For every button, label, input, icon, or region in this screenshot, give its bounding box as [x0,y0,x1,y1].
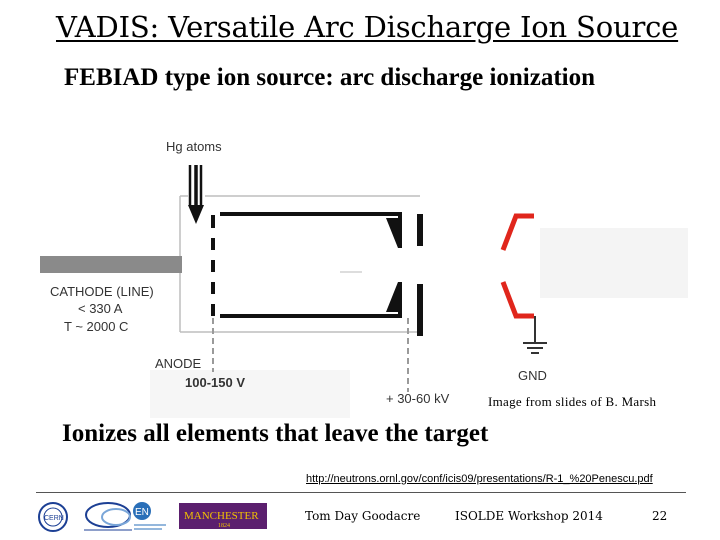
manchester-logo [179,503,267,529]
reference-link[interactable]: http://neutrons.ornl.gov/conf/icis09/presentations/R-1_%20Penescu.pdf [306,473,653,485]
cathode-line [40,256,182,273]
cathode-temperature-label: T ~ 2000 C [64,319,129,334]
source-body [180,196,420,332]
anode-body [220,214,400,316]
footer-event: ISOLDE Workshop 2014 [455,509,603,523]
bullet-text: Ionizes all elements that leave the target [62,420,489,447]
en-department-logo [133,502,166,529]
manchester-logo-year: 1824 [218,523,230,529]
ground-label: GND [518,368,547,383]
cathode-label: CATHODE (LINE) [50,284,154,299]
cern-logo [39,503,67,531]
anode-exit-upper [386,218,398,248]
hg-inlet-arrow [188,165,204,224]
slide-subtitle: FEBIAD type ion source: arc discharge ionization [64,64,596,91]
background-panel-lower [150,370,350,418]
footer-author: Tom Day Goodacre [305,509,421,523]
anode-label: ANODE [155,356,202,371]
ground-symbol [523,316,547,353]
extractor-upper [503,216,534,250]
anode-exit-lower [386,282,398,312]
slide-title: VADIS: Versatile Arc Discharge Ion Source [56,10,679,44]
manchester-logo-text: MANCHESTER [184,510,259,522]
extractor-lower [503,282,534,316]
page-number: 22 [652,509,668,523]
extraction-voltage-label: + 30-60 kV [386,391,450,406]
extractor-electrode [503,216,534,316]
footer-logos [36,497,276,537]
image-caption: Image from slides of B. Marsh [488,394,657,409]
cern-logo-text: CERN [44,515,64,522]
anniversary-logo [84,503,132,530]
anode-voltage-label: 100-150 V [185,375,245,390]
cathode-current-label: < 330 A [78,301,123,316]
footer-divider [36,492,686,493]
ion-source-diagram [0,110,720,420]
hg-atoms-label: Hg atoms [166,139,222,154]
background-panel [540,228,688,298]
en-logo-text: EN [135,507,149,518]
